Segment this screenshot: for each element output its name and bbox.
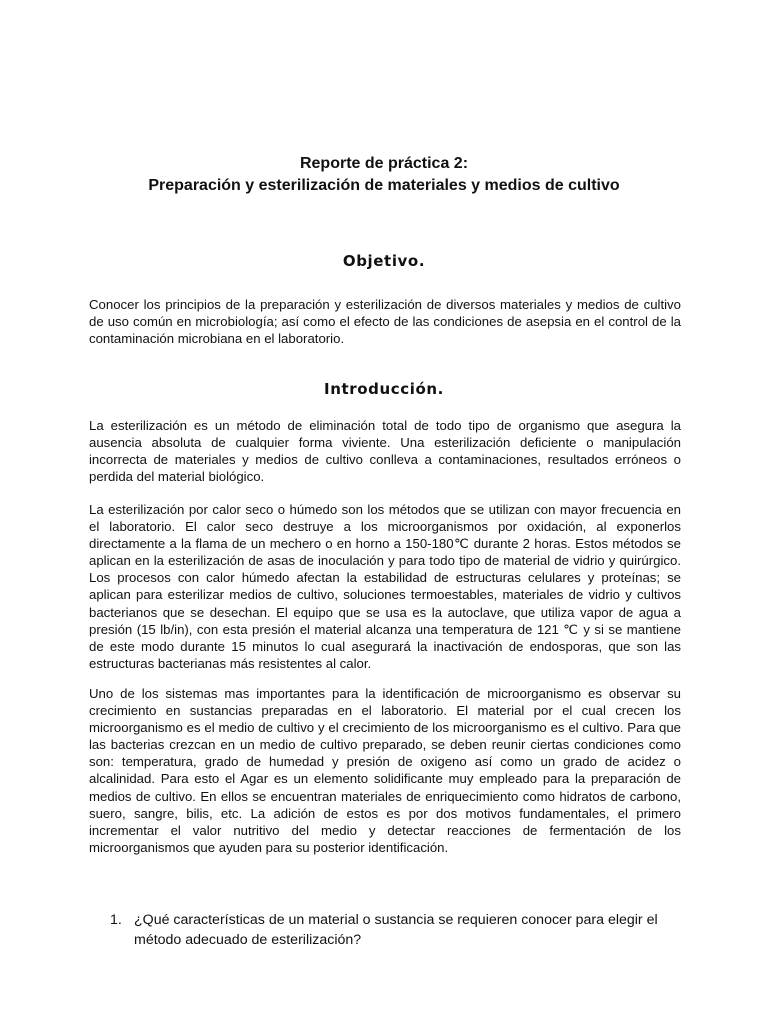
introduccion-paragraph-1: La esterilización es un método de eliminación total de todo tipo de organismo que asegura la ausencia absoluta de cualquier forma viviente. Una esterilización deficiente o manipulación incorrecta de materiales y medios de cultivo conlleva a contaminaciones, resultados erróneos o perdida del material biológico.: [89, 418, 681, 485]
introduccion-heading: Introducción.: [324, 380, 444, 398]
question-item: [110, 910, 692, 950]
document-title: [0, 153, 768, 197]
question-text: ¿Qué características de un material o sustancia se requieren conocer para elegir el método adecuado de esterilización?: [134, 912, 658, 948]
title-line-2: Preparación y esterilización de materiales y medios de cultivo: [148, 177, 620, 194]
introduccion-paragraph-3: Uno de los sistemas mas importantes para la identificación de microorganismo es observar su crecimiento en sustancias preparadas en el laboratorio. El material por el cual crecen los microorganismo es el medio de cultivo y el crecimiento de los microorganismo es el cultivo. Para que las bacterias crezcan en un medio de cultivo preparado, se deben reunir ciertas condiciones como son: temperatura, grado de humedad y presión de oxigeno así como un grado de acidez o alcalinidad. Para esto el Agar es un elemento solidificante muy empleado para la preparación de medios de cultivo. En ellos se encuentran materiales de enriquecimiento como hidratos de carbono, suero, sangre, bilis, etc. La adición de estos es por dos motivos fundamentales, el primero incrementar el valor nutritivo del medio y detectar reacciones de fermentación de los microorganismos que ayuden para su posterior identificación.: [89, 686, 681, 855]
objetivo-heading: Objetivo.: [342, 252, 426, 270]
title-line-1: Reporte de práctica 2:: [299, 155, 469, 172]
objetivo-paragraph: Conocer los principios de la preparación y esterilización de diversos materiales y medios de cultivo de uso común en microbiología; así como el efecto de las condiciones de asepsia en el control de la contaminación microbiana en el laboratorio.: [89, 297, 681, 347]
introduccion-paragraph-2: La esterilización por calor seco o húmedo son los métodos que se utilizan con mayor frecuencia en el laboratorio. El calor seco destruye a los microorganismos por oxidación, al exponerlos directamente a la flama de un mechero o en horno a 150-180℃ durante 2 horas. Estos métodos se aplican en la esterilización de asas de inoculación y para todo tipo de material de vidrio y quirúrgico. Los procesos con calor húmedo afectan la estabilidad de estructuras celulares y proteínas; se aplican para esterilizar medios de cultivo, soluciones termoestables, materiales de vidrio y cultivos bacterianos que se desechan. El equipo que se usa es la autoclave, que utiliza vapor de agua a presión (15 lb/in), con esta presión el material alcanza una temperatura de 121 ℃ y si se mantiene de este modo durante 15 minutos lo cual asegurará la inactivación de endosporas, que son las estructuras bacterianas más resistentes al calor.: [89, 502, 681, 671]
question-number: 1.: [110, 912, 122, 928]
